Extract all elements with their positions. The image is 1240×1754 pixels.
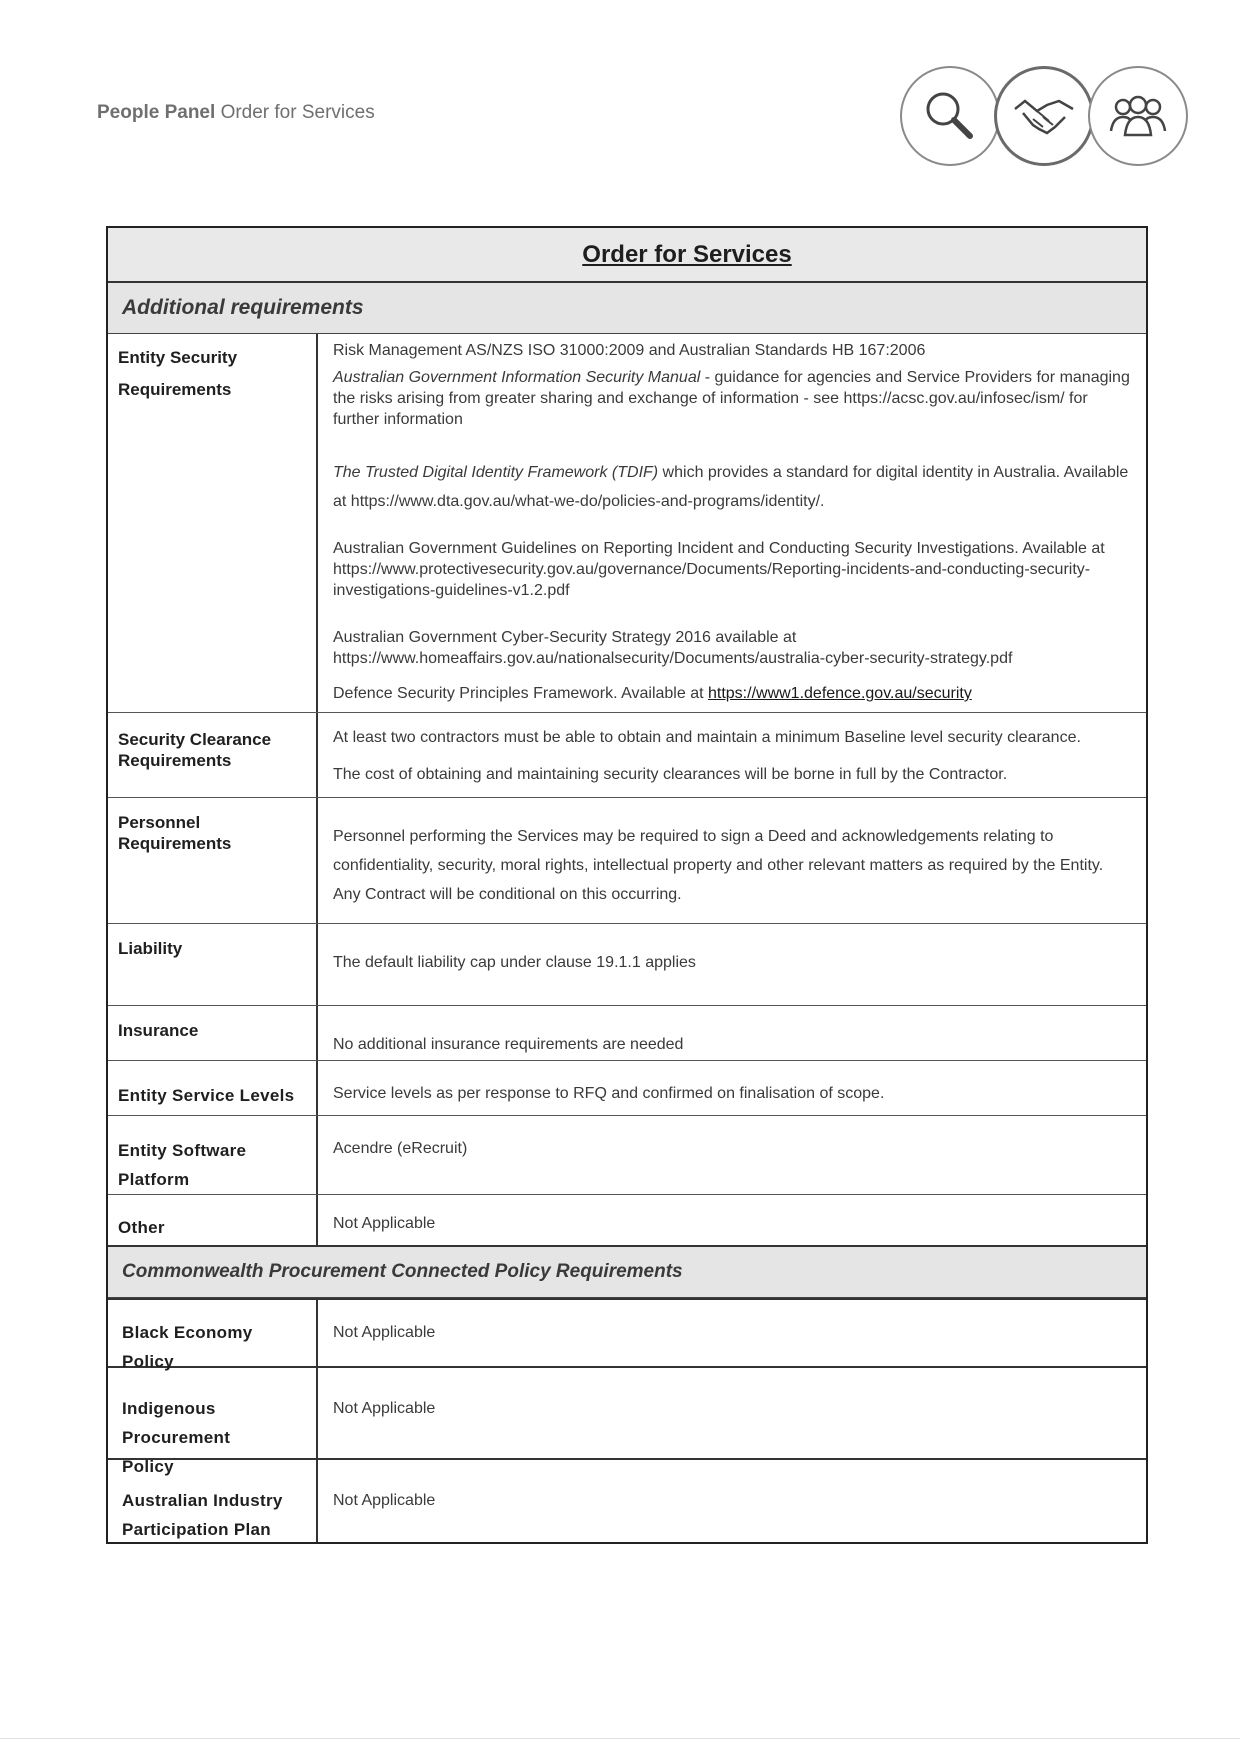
header-brand: People Panel bbox=[97, 102, 216, 123]
row-personnel bbox=[108, 798, 1146, 924]
magnifier-icon bbox=[915, 81, 985, 151]
handshake-icon bbox=[1009, 81, 1079, 151]
value-aip: Not Applicable bbox=[333, 1492, 436, 1509]
entity-security-p5: Australian Government Cyber-Security Strategy 2016 available at https://www.homeaffairs.gov.au/nationalsecurity/Documents/australia-cyber-security-strategy.pdf bbox=[333, 629, 1013, 667]
row-other bbox=[108, 1195, 1146, 1245]
dspf-text: Defence Security Principles Framework. Available at bbox=[333, 685, 708, 702]
clearance-p1: At least two contractors must be able to obtain and maintain a minimum Baseline level security clearance. bbox=[333, 729, 1081, 746]
value-personnel bbox=[318, 798, 1146, 923]
row-aip bbox=[108, 1460, 1146, 1542]
footer-divider bbox=[0, 1738, 1240, 1739]
tdif-title: The Trusted Digital Identity Framework (TDIF) bbox=[333, 464, 659, 481]
personnel-text: Personnel performing the Services may be required to sign a Deed and acknowledgements relating to confidentiality, security, moral rights, intellectual property and other relevant matters as required by the Entity. Any Contract will be conditional on this occurring. bbox=[333, 828, 1104, 903]
row-liability bbox=[108, 924, 1146, 1006]
page-header bbox=[97, 102, 375, 124]
tdif-text: which provides a standard for digital identity in Australia. Available at https://www.dta.gov.au/what-we-do/policies-and-programs/identity/. bbox=[333, 464, 1129, 510]
label-insurance: Insurance bbox=[108, 1006, 318, 1060]
people-icon bbox=[1103, 81, 1173, 151]
value-black-economy: Not Applicable bbox=[333, 1324, 436, 1341]
label-aip: Australian Industry Participation Plan bbox=[108, 1460, 318, 1542]
value-service-levels: Service levels as per response to RFQ and confirmed on finalisation of scope. bbox=[333, 1085, 885, 1102]
label-black-economy: Black Economy Policy bbox=[108, 1300, 318, 1366]
label-other: Other bbox=[108, 1195, 318, 1245]
logo-circle-people bbox=[1088, 66, 1188, 166]
value-software-platform: Acendre (eRecruit) bbox=[333, 1140, 468, 1157]
label-liability: Liability bbox=[108, 924, 318, 1005]
ism-text: - guidance for agencies and Service Providers for managing the risks arising from greater sharing and exchange of information - see https://acsc.gov.au/infosec/ism/ for further information bbox=[333, 369, 1130, 428]
label-personnel: Personnel Requirements bbox=[108, 798, 318, 923]
label-service-levels: Entity Service Levels bbox=[108, 1061, 318, 1115]
entity-security-p4: Australian Government Guidelines on Reporting Incident and Conducting Security Investigations. Available at https://www.protectivesecurity.gov.au/governance/Documents/Reporting-incidents-and-conducting-security-investigations-guidelines-v1.2.pdf bbox=[333, 540, 1105, 599]
value-insurance: No additional insurance requirements are needed bbox=[333, 1036, 684, 1053]
logo-circle-handshake bbox=[994, 66, 1094, 166]
entity-security-p1: Risk Management AS/NZS ISO 31000:2009 and Australian Standards HB 167:2006 bbox=[333, 342, 926, 359]
table-title-row bbox=[108, 228, 1146, 283]
label-entity-security-line1: Entity Security bbox=[118, 348, 238, 367]
value-indigenous: Not Applicable bbox=[333, 1400, 436, 1417]
value-entity-security bbox=[318, 334, 1146, 712]
row-service-levels bbox=[108, 1061, 1146, 1116]
ism-title: Australian Government Information Security Manual bbox=[333, 369, 701, 386]
entity-security-p2 bbox=[333, 367, 1132, 430]
logo-circle-search bbox=[900, 66, 1000, 166]
section-policy-requirements: Commonwealth Procurement Connected Policy Requirements bbox=[108, 1245, 1146, 1298]
row-indigenous bbox=[108, 1368, 1146, 1476]
value-security-clearance bbox=[318, 713, 1146, 797]
row-insurance bbox=[108, 1006, 1146, 1061]
dspf-link[interactable]: https://www1.defence.gov.au/security bbox=[707, 685, 972, 702]
row-software-platform bbox=[108, 1116, 1146, 1195]
entity-security-p6 bbox=[333, 683, 1132, 704]
header-logo bbox=[900, 66, 1200, 170]
entity-security-p3 bbox=[333, 458, 1132, 516]
value-liability: The default liability cap under clause 19.1.1 applies bbox=[333, 954, 696, 971]
section-additional-requirements: Additional requirements bbox=[108, 283, 1146, 334]
order-for-services-table bbox=[106, 226, 1148, 1544]
label-software-platform: Entity Software Platform bbox=[108, 1116, 318, 1194]
header-title-rest: Order for Services bbox=[220, 102, 375, 123]
row-security-clearance bbox=[108, 713, 1146, 798]
row-entity-security bbox=[108, 334, 1146, 713]
row-black-economy bbox=[108, 1298, 1146, 1371]
value-other: Not Applicable bbox=[333, 1215, 436, 1232]
clearance-p2: The cost of obtaining and maintaining security clearances will be borne in full by the Contractor. bbox=[333, 766, 1008, 783]
label-entity-security bbox=[108, 334, 318, 712]
table-title: Order for Services bbox=[582, 240, 792, 268]
label-security-clearance: Security Clearance Requirements bbox=[108, 713, 318, 797]
label-indigenous: Indigenous Procurement Policy bbox=[108, 1368, 318, 1458]
label-entity-security-line2: Requirements bbox=[118, 380, 232, 399]
